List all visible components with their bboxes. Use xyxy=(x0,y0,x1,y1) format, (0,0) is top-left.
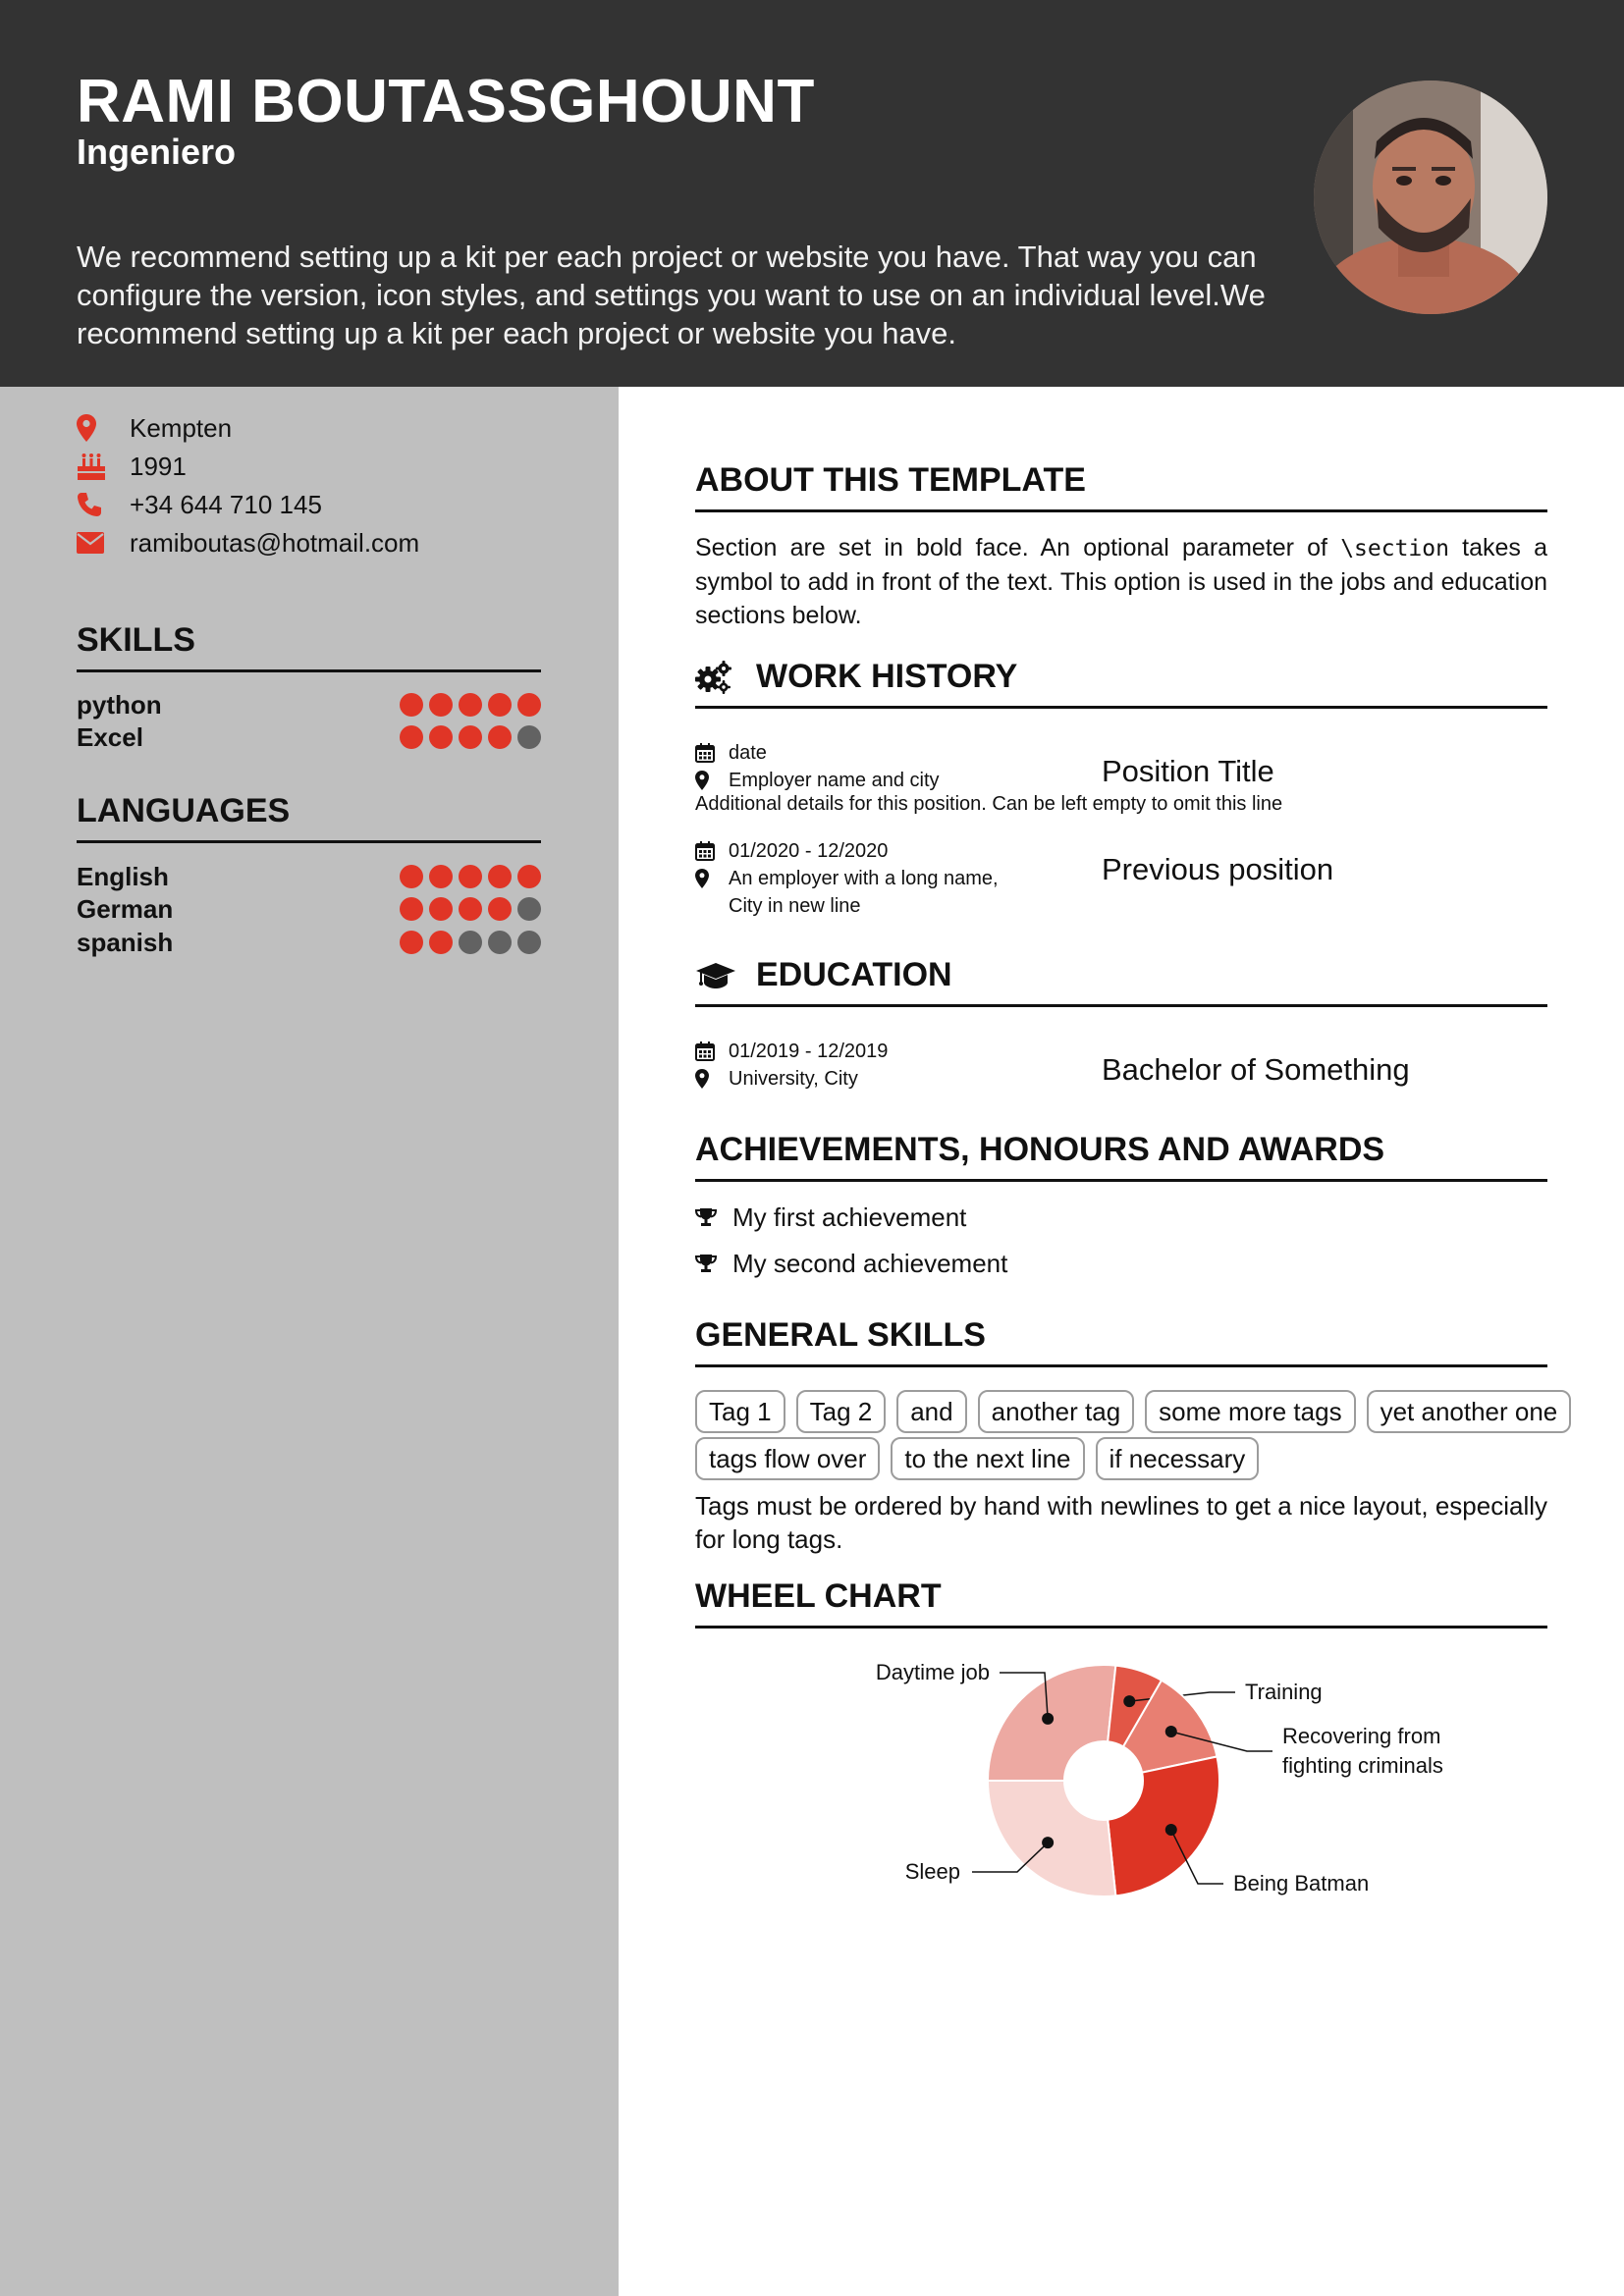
wheel-chart-heading-text: WHEEL CHART xyxy=(695,1577,942,1615)
job-date-line xyxy=(695,739,940,767)
cogs-icon xyxy=(695,661,756,694)
envelope-icon xyxy=(77,526,116,560)
general-skills-heading-text: GENERAL SKILLS xyxy=(695,1316,986,1354)
rating-dot-filled xyxy=(429,865,453,888)
education-date: 01/2019 - 12/2019 xyxy=(729,1041,889,1062)
rating-dot-filled xyxy=(517,693,541,717)
info-email-text: ramiboutas@hotmail.com xyxy=(130,527,420,558)
rating-dot-empty xyxy=(488,931,512,954)
education-heading-text: EDUCATION xyxy=(756,956,952,993)
language-row xyxy=(77,893,541,925)
rating-dot-filled xyxy=(459,897,482,921)
info-phone-text: +34 644 710 145 xyxy=(130,489,322,519)
job-location-line xyxy=(695,767,940,794)
rating-dot-filled xyxy=(488,897,512,921)
job-date: date xyxy=(729,742,767,764)
trophy-icon xyxy=(695,1203,732,1231)
skill-label: python xyxy=(77,689,162,720)
skill-tag: and xyxy=(896,1390,966,1433)
skill-tag: Tag 1 xyxy=(695,1390,785,1433)
about-heading xyxy=(695,461,1547,512)
achievement-text: My second achievement xyxy=(732,1248,1008,1278)
rating-dot-empty xyxy=(517,725,541,749)
general-skills-note: Tags must be ordered by hand with newlines to get a nice layout, especially for long tags. xyxy=(695,1491,1547,1554)
education-heading xyxy=(695,956,1547,1007)
rating-dot-filled xyxy=(400,931,423,954)
skill-tag: yet another one xyxy=(1367,1390,1572,1433)
wheel-slice-label: Daytime job xyxy=(875,1660,990,1684)
rating-dot-filled xyxy=(400,865,423,888)
header xyxy=(0,0,1624,387)
language-rating-dots xyxy=(400,865,541,888)
rating-dot-filled xyxy=(400,693,423,717)
rating-dot-filled xyxy=(400,897,423,921)
skill-row xyxy=(77,721,541,753)
skill-tag: another tag xyxy=(978,1390,1135,1433)
skill-tag: tags flow over xyxy=(695,1437,880,1480)
work-history-heading-text: WORK HISTORY xyxy=(756,658,1018,695)
skill-rating-dots xyxy=(400,693,541,717)
info-email xyxy=(77,526,419,560)
rating-dot-filled xyxy=(517,865,541,888)
calendar-icon xyxy=(695,1038,721,1065)
info-birthyear xyxy=(77,450,187,483)
job-title: Position Title xyxy=(1102,754,1274,788)
skill-rating-dots xyxy=(400,725,541,749)
person-tagline: Ingeniero xyxy=(77,132,237,172)
job-entry-meta xyxy=(695,739,940,794)
spacer xyxy=(695,892,721,920)
wheel-slice-label: Sleep xyxy=(904,1859,960,1884)
wheel-slice-label: Being Batman xyxy=(1233,1871,1370,1896)
birthday-cake-icon xyxy=(77,450,116,483)
map-marker-icon xyxy=(77,411,116,445)
about-code: \section xyxy=(1340,536,1449,561)
languages-heading: LANGUAGES xyxy=(77,792,541,843)
wheel-slice xyxy=(1108,1756,1219,1896)
rating-dot-filled xyxy=(429,725,453,749)
profile-photo xyxy=(1314,80,1547,314)
tag-line xyxy=(695,1437,1551,1480)
skill-tag: if necessary xyxy=(1096,1437,1260,1480)
work-history-heading xyxy=(695,658,1547,709)
info-phone xyxy=(77,488,322,521)
education-location: University, City xyxy=(729,1068,858,1090)
rating-dot-empty xyxy=(517,897,541,921)
job-date: 01/2020 - 12/2020 xyxy=(729,840,889,862)
rating-dot-filled xyxy=(488,865,512,888)
calendar-icon xyxy=(695,739,721,767)
tag-cloud xyxy=(695,1390,1558,1484)
skill-tag: Tag 2 xyxy=(796,1390,887,1433)
job-location-line-2 xyxy=(695,892,999,920)
trophy-icon xyxy=(695,1250,732,1277)
language-label: German xyxy=(77,893,174,924)
education-entry-meta xyxy=(695,1038,888,1093)
rating-dot-empty xyxy=(459,931,482,954)
phone-icon xyxy=(77,488,116,521)
rating-dot-filled xyxy=(429,897,453,921)
wheel-slice-label: Recovering from fighting criminals xyxy=(1282,1724,1443,1778)
map-marker-icon xyxy=(695,865,721,892)
rating-dot-filled xyxy=(459,725,482,749)
info-location-text: Kempten xyxy=(130,412,233,443)
job-entry-meta xyxy=(695,837,999,920)
job-location: An employer with a long name, xyxy=(729,868,999,889)
language-rating-dots xyxy=(400,897,541,921)
wheel-slice-label: Training xyxy=(1245,1680,1323,1704)
skills-heading: SKILLS xyxy=(77,621,541,672)
language-label: English xyxy=(77,861,169,891)
education-date-line xyxy=(695,1038,888,1065)
map-marker-icon xyxy=(695,767,721,794)
rating-dot-empty xyxy=(517,931,541,954)
language-rating-dots xyxy=(400,931,541,954)
achievements-heading xyxy=(695,1131,1547,1182)
profile-photo-image xyxy=(1314,80,1547,314)
skill-tag: to the next line xyxy=(891,1437,1084,1480)
rating-dot-filled xyxy=(459,693,482,717)
about-text-part: takes a symbol to add in front of the text. This option is used in the jobs and education sections below. xyxy=(695,534,1547,629)
general-skills-heading xyxy=(695,1316,1547,1367)
job-location: Employer name and city xyxy=(729,770,940,791)
job-date-line xyxy=(695,837,999,865)
job-location-line xyxy=(695,865,999,892)
skill-row xyxy=(77,689,541,721)
person-name: RAMI BOUTASSGHOUNT xyxy=(77,68,815,135)
info-birthyear-text: 1991 xyxy=(130,451,187,481)
summary-text: We recommend setting up a kit per each project or website you have. That way you can configure the version, icon styles, and settings you want to use on an individual level.We recommend setting up a kit per each project or website you have. xyxy=(77,240,1266,350)
rating-dot-filled xyxy=(429,931,453,954)
about-text xyxy=(695,531,1547,632)
rating-dot-filled xyxy=(488,693,512,717)
education-title: Bachelor of Something xyxy=(1102,1052,1410,1087)
about-heading-text: ABOUT THIS TEMPLATE xyxy=(695,461,1086,499)
language-row xyxy=(77,861,541,892)
about-text-part: Section are set in bold face. An optional parameter of xyxy=(695,534,1341,561)
job-title: Previous position xyxy=(1102,852,1334,886)
language-row xyxy=(77,927,541,958)
education-location-line xyxy=(695,1065,888,1093)
rating-dot-filled xyxy=(459,865,482,888)
job-location-2: City in new line xyxy=(729,895,861,917)
graduation-cap-icon xyxy=(695,961,756,990)
rating-dot-filled xyxy=(488,725,512,749)
wheel-chart xyxy=(695,1635,1547,1910)
achievements-heading-text: ACHIEVEMENTS, HONOURS AND AWARDS xyxy=(695,1131,1385,1168)
tag-line xyxy=(695,1390,1558,1433)
wheel-chart-heading xyxy=(695,1577,1547,1629)
language-label: spanish xyxy=(77,927,174,957)
rating-dot-filled xyxy=(429,693,453,717)
rating-dot-filled xyxy=(400,725,423,749)
map-marker-icon xyxy=(695,1065,721,1093)
job-details: Additional details for this position. Can be left empty to omit this line xyxy=(695,793,1283,815)
calendar-icon xyxy=(695,837,721,865)
skill-tag: some more tags xyxy=(1145,1390,1355,1433)
info-location xyxy=(77,411,232,445)
sidebar xyxy=(0,387,619,2296)
skill-label: Excel xyxy=(77,721,143,752)
achievement-text: My first achievement xyxy=(732,1201,967,1232)
achievement-item xyxy=(695,1247,1007,1280)
achievement-item xyxy=(695,1201,966,1234)
